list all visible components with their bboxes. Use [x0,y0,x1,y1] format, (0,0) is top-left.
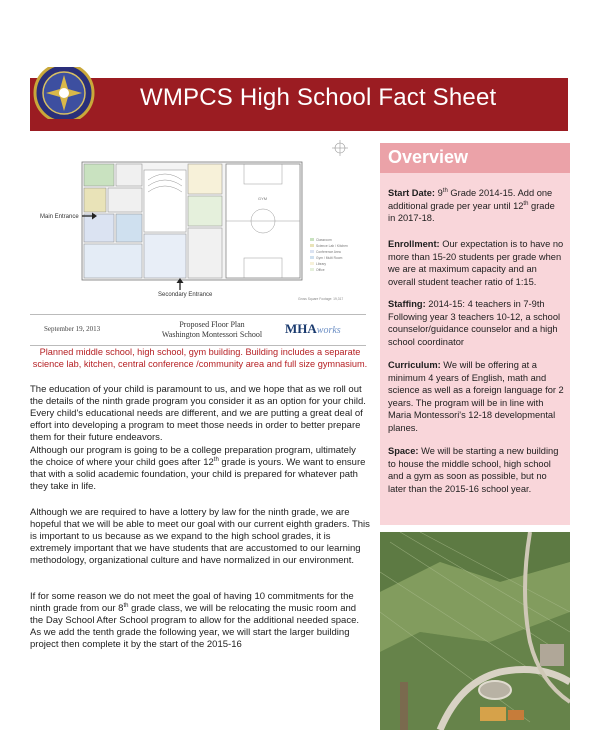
school-seal-logo [26,67,102,119]
floor-plan-date: September 19, 2013 [44,325,101,333]
floor-plan-caption: Planned middle school, high school, gym building. Building includes a separate science lab, kitchen, central conference /community area and full size gymnasium. [32,347,368,369]
overview-curriculum: Curriculum: We will be offering at a minimum 4 years of English, math and science as well as a foreign language for 2 years. The program will be in line with Maria Montessori's 12-18 developmental planes. [388,360,564,433]
secondary-entrance-label: Secondary Entrance [158,292,213,298]
overview-staffing: Staffing: 2014-15: 4 teachers in 7-9th Following year 3 teachers 10-12, a school counselor/guidance counselor and a high school coordinator [388,299,561,347]
svg-text:Conference Area: Conference Area [316,250,341,254]
compass-rose-icon [332,140,348,156]
overview-enrollment: Enrollment: Our expectation is to have no more than 15-20 students per grade when we are at maximum capacity and an overall student teacher ratio of 1:15. [388,239,564,287]
body-paragraph-2: Although we are required to have a lottery by law for the ninth grade, we are hopeful that we will be able to meet our goal with our current eighth graders. This is important to us because as we expand to the high school grades, it is extremely important that we have students that are accustomed to our learning methodology, organizational culture and have normalized in our environment. [30,507,370,567]
floor-plan-title-line2: Washington Montessori School [161,330,263,339]
svg-text:Library: Library [316,262,327,266]
overview-panel [380,143,570,525]
svg-text:Gym / Multi Room: Gym / Multi Room [316,256,343,260]
body-paragraph-1a: The education of your child is paramount to us, and we hope that as we roll out the details of the ninth grade program you consider it as an option for your child. Every child's educational needs are different, and we are putting a great deal of effort into developing a program to meet those needs in order to better prepare them for their future endeavors. [30,384,366,444]
body-paragraph-3: If for some reason we do not meet the goal of having 10 commitments for the ninth grade from our 8th grade class, we will be relocating the music room and the Day School After School program to allow for the additional needed space. As we add the tenth grade the following year, we will start the larger building project then complete it by the start of the 2015-16 [30,591,360,651]
mha-brand-logo: MHAworks [285,321,341,336]
svg-text:Science Lab / Kitchen: Science Lab / Kitchen [316,244,348,248]
overview-title: Overview [388,147,469,167]
aerial-site-plan-image [380,532,570,730]
overview-start-date: Start Date: 9th Grade 2014-15. Add one additional grade per year until 12th grade in 2017-18. [388,187,555,224]
svg-text:Classroom: Classroom [316,238,332,242]
overview-space: Space: We will be starting a new building to house the middle school, high school and a gym as soon as possible, but no later than the 2015-16 school year. [388,446,559,494]
floor-plan-title-line1: Proposed Floor Plan [179,320,245,329]
svg-text:Office: Office [316,268,325,272]
floor-plan-title-block [30,314,366,346]
main-entrance-label: Main Entrance [40,214,79,220]
floor-plan-title [142,320,282,340]
svg-text:Gross Square Footage: 19,317: Gross Square Footage: 19,317 [298,297,344,301]
floor-plan-image [30,140,370,340]
svg-text:GYM: GYM [258,196,268,201]
page-title: WMPCS High School Fact Sheet [140,84,497,111]
body-paragraph-1b: Although our program is going to be a college preparation program, ultimately the choice of where your child goes after 12th grade is yours. We want to ensure that with a solid academic foundation, your child is prepared for whatever path they take in life. [30,445,366,493]
overview-header [380,143,570,173]
